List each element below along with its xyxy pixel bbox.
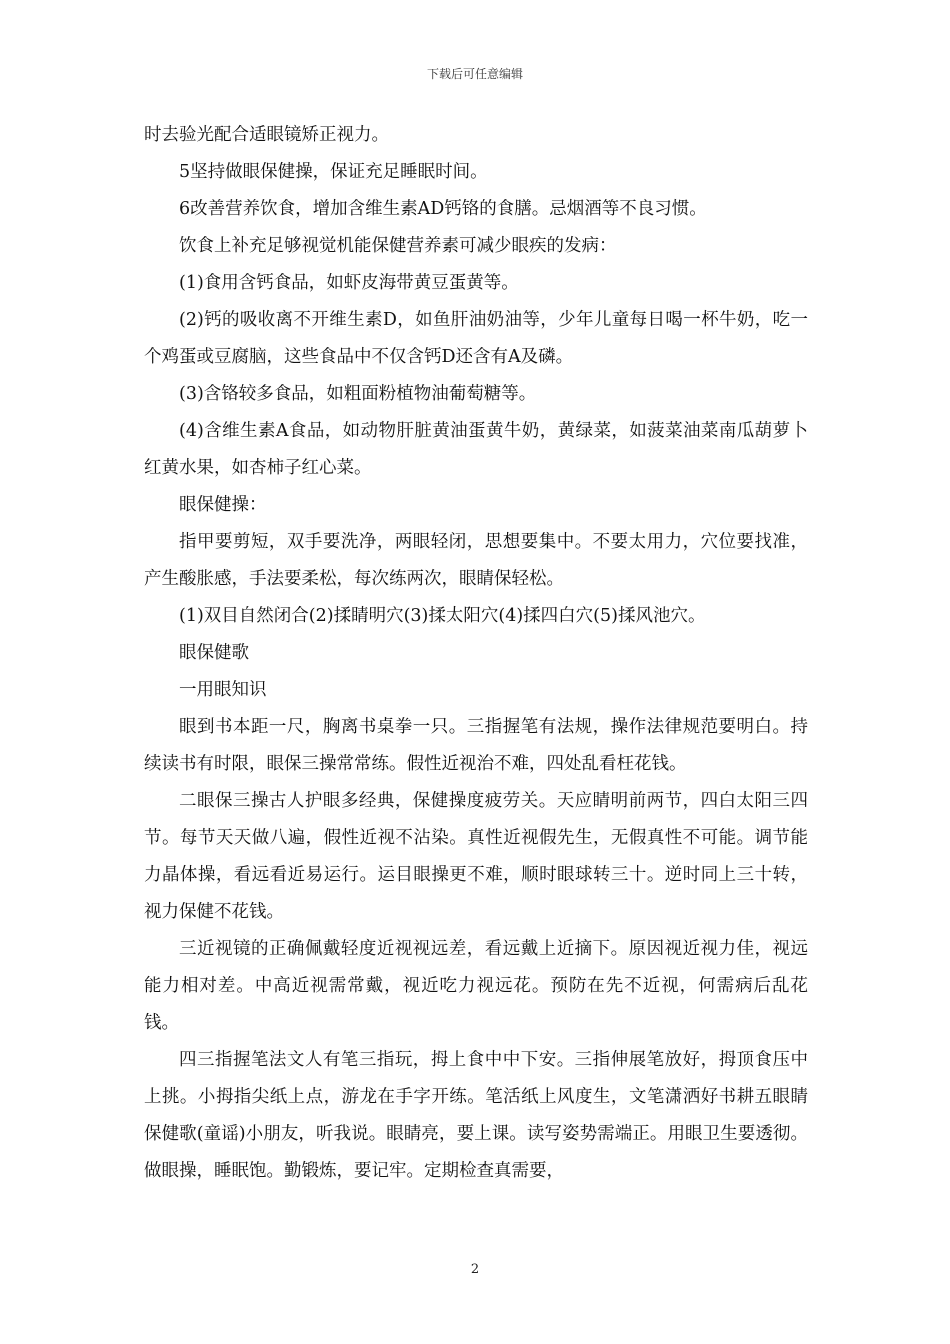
paragraph: (1)食用含钙食品，如虾皮海带黄豆蛋黄等。	[179, 273, 519, 293]
page-header: 下载后可任意编辑	[426, 67, 523, 81]
paragraph: 指甲要剪短，双手要洗净，两眼轻闭，思想要集中。不要太用力，穴位要找准，产生酸胀感，手法要柔松，每次练两次，眼睛保轻松。	[144, 532, 808, 589]
paragraph: 二眼保三操古人护眼多经典，保健操度疲劳关。天应睛明前两节，四白太阳三四节。每节天天做八遍，假性近视不沾染。真性近视假先生，无假真性不可能。调节能力晶体操，看远看近易运行。运目眼操更不难，顺时眼球转三十。逆时同上三十转，视力保健不花钱。	[144, 791, 808, 922]
section-heading: 眼保健操：	[179, 495, 267, 515]
paragraph: (1)双目自然闭合(2)揉睛明穴(3)揉太阳穴(4)揉四白穴(5)揉风池穴。	[179, 606, 706, 626]
paragraph: (4)含维生素A食品，如动物肝脏黄油蛋黄牛奶，黄绿菜，如菠菜油菜南瓜葫萝卜红黄水果，如杏柿子红心菜。	[144, 421, 808, 478]
paragraph: 眼到书本距一尺，胸离书桌拳一只。三指握笔有法规，操作法律规范要明白。持续读书有时限，眼保三操常常练。假性近视治不难，四处乱看枉花钱。	[144, 717, 808, 774]
paragraph: 四三指握笔法文人有笔三指玩，拇上食中中下安。三指伸展笔放好，拇顶食压中上挑。小拇指尖纸上点，游龙在手字开练。笔活纸上风度生，文笔潇洒好书耕五眼睛保健歌(童谣)小朋友，听我说。眼睛亮，要上课。读写姿势需端正。用眼卫生要透彻。做眼操，睡眠饱。勤锻炼，要记牢。定期检查真需要，	[144, 1050, 808, 1181]
paragraph: (2)钙的吸收离不开维生素D，如鱼肝油奶油等，少年儿童每日喝一杯牛奶，吃一个鸡蛋或豆腐脑，这些食品中不仅含钙D还含有A及磷。	[144, 310, 808, 367]
paragraph: 5坚持做眼保健操，保证充足睡眠时间。	[179, 162, 488, 182]
paragraph-continuation: 时去验光配合适眼镜矫正视力。	[144, 125, 389, 145]
section-heading: 眼保健歌	[179, 643, 249, 663]
page-number: 2	[470, 1262, 480, 1277]
paragraph: 饮食上补充足够视觉机能保健营养素可减少眼疾的发病：	[179, 236, 617, 256]
paragraph: 三近视镜的正确佩戴轻度近视视远差，看远戴上近摘下。原因视近视力佳，视远能力相对差。中高近视需常戴，视近吃力视远花。预防在先不近视，何需病后乱花钱。	[144, 939, 808, 1033]
paragraph: 6改善营养饮食，增加含维生素AD钙铬的食膳。忌烟酒等不良习惯。	[179, 199, 707, 219]
document-body	[144, 117, 808, 1190]
section-heading: 一用眼知识	[179, 680, 267, 700]
paragraph: (3)含铬较多食品，如粗面粉植物油葡萄糖等。	[179, 384, 537, 404]
